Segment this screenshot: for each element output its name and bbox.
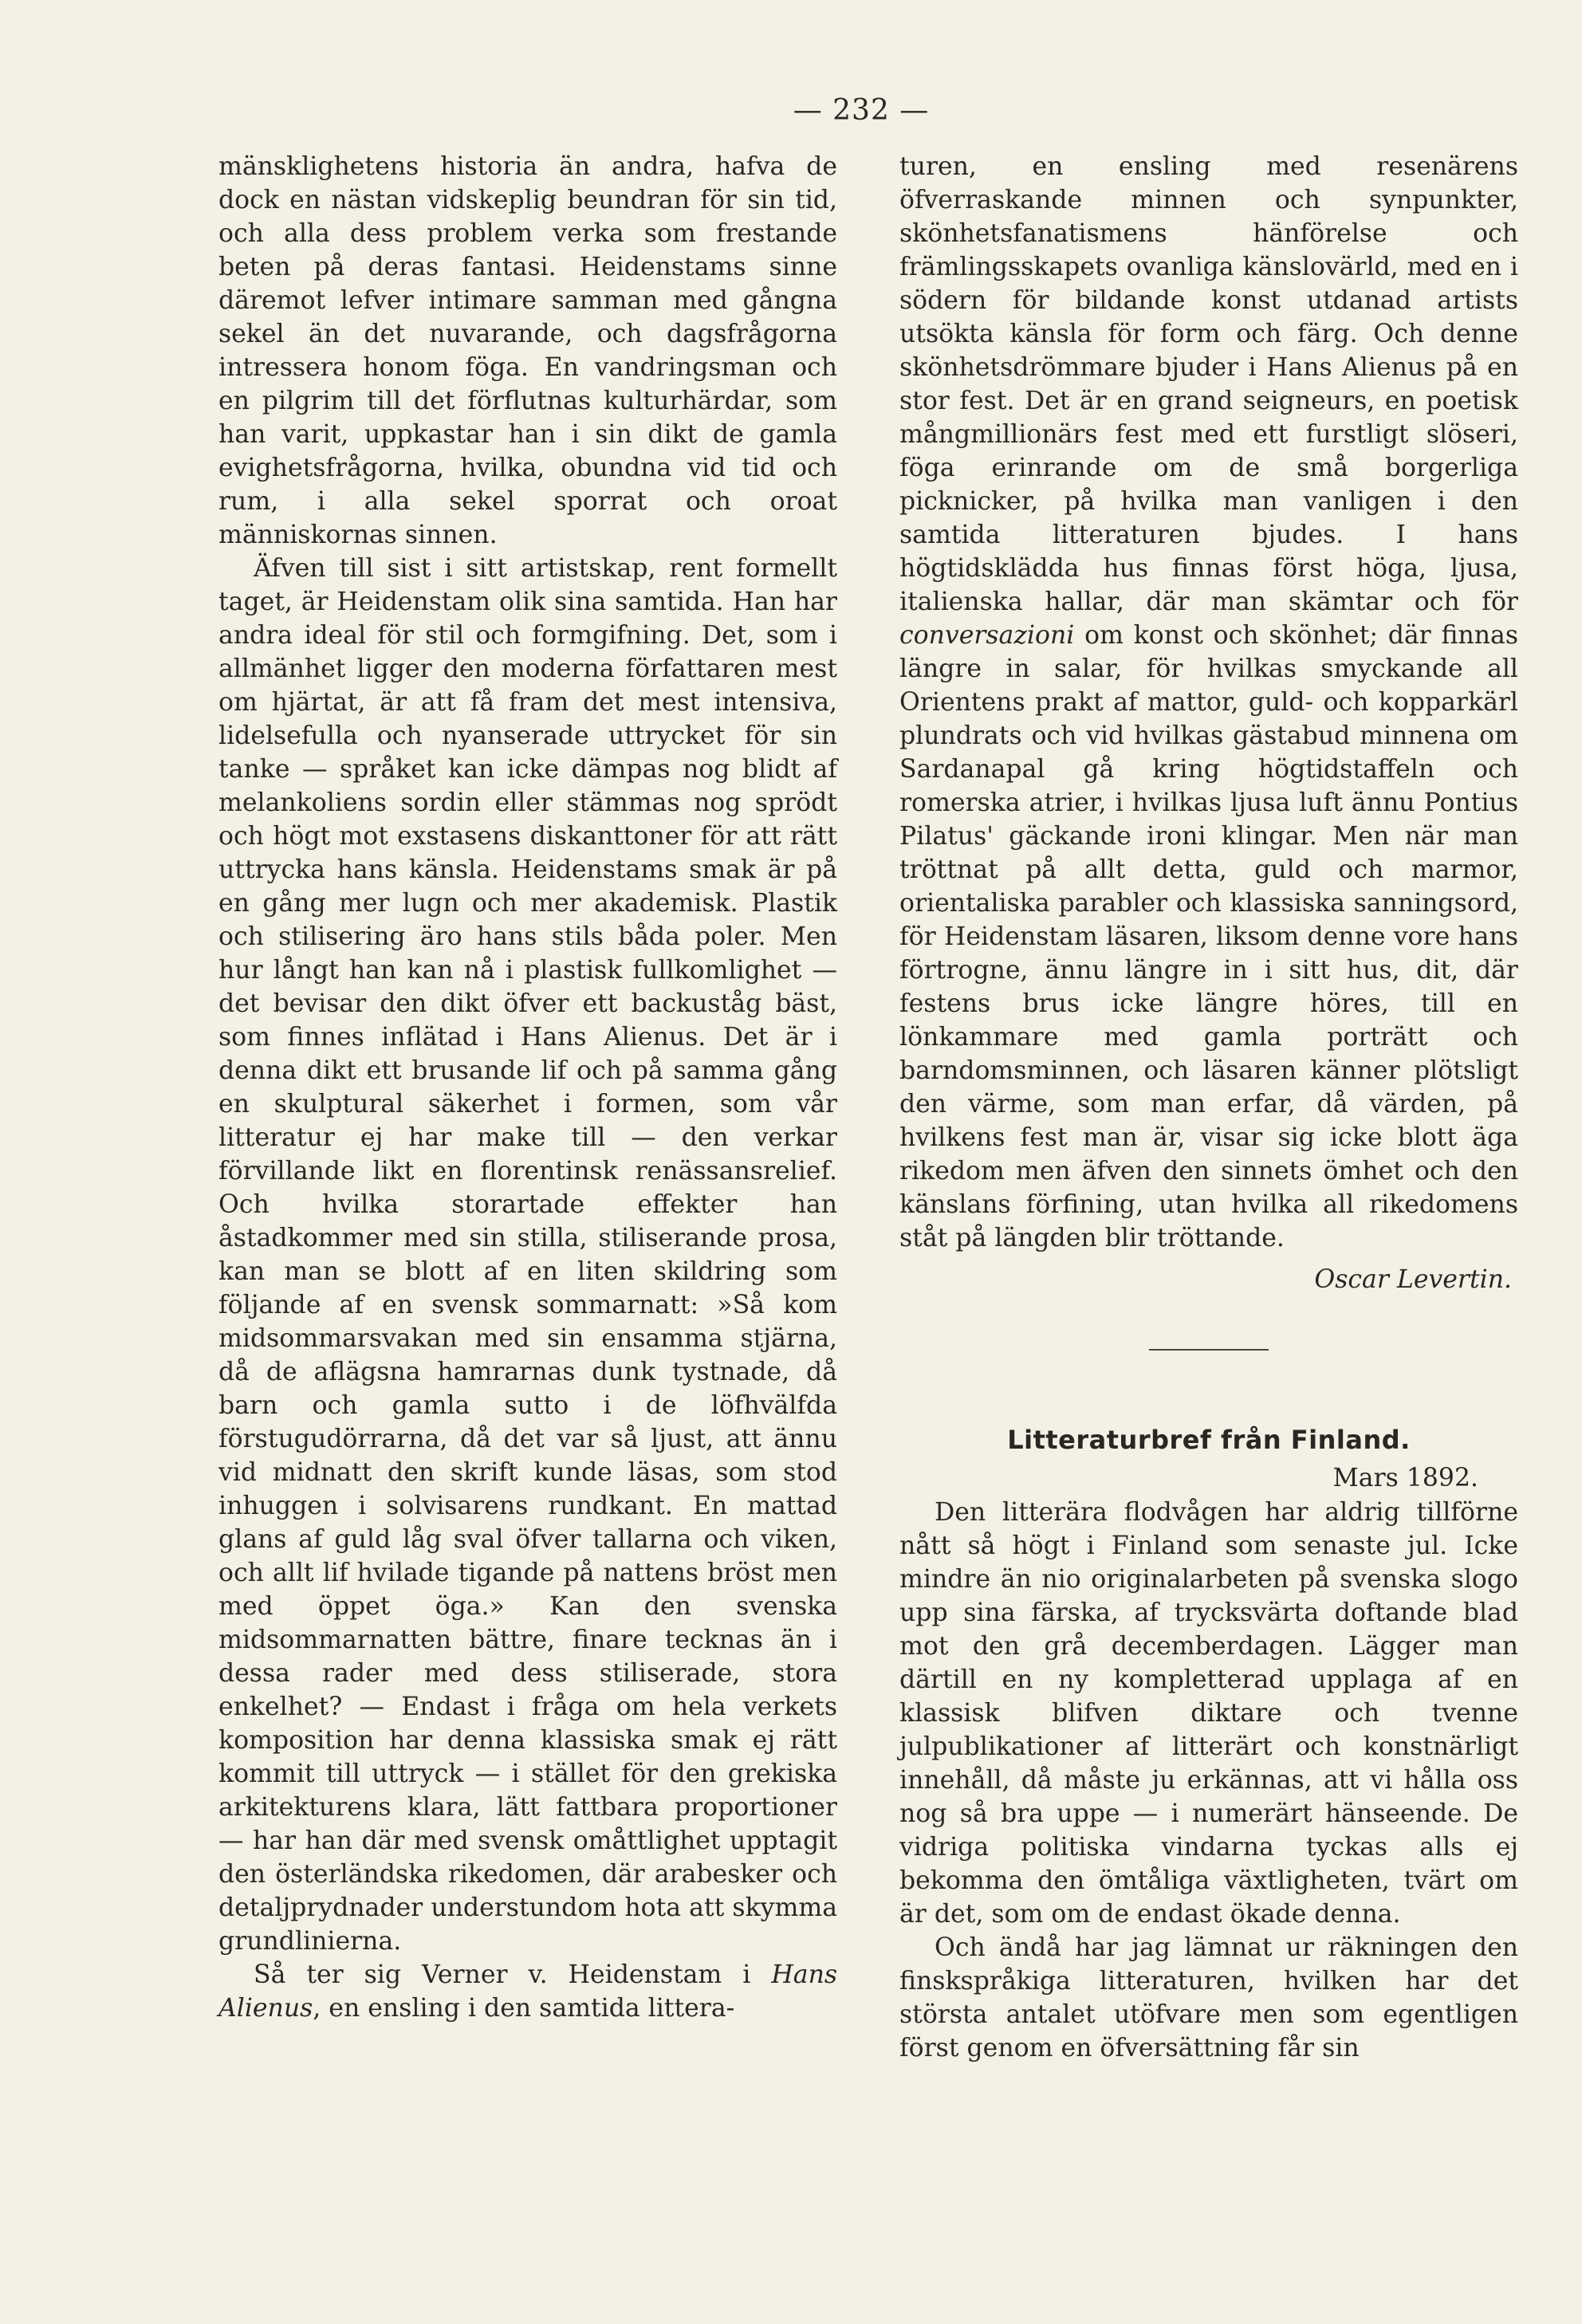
article-title: Litteraturbref från Finland. (1007, 1425, 1411, 1455)
left-column (218, 150, 837, 2025)
paragraph: Den litterära flodvågen har aldrig tillförne nått så högt i Finland som senaste jul. Icke mindre än nio originalarbeten på svenska slogo upp sina färska, af trycksvärta doftande blad mot den grå decemberdagen. Lägger man därtill en ny kompletterad upplaga af en klassisk blifven diktare och tvenne julpublikationer af litterärt och konstnärligt innehåll, då måste ju erkännas, att vi hålla oss nog så bra uppe — i numerärt hänseende. De vidriga politiska vindarna tyckas alls ej bekomma den ömtåliga växtligheten, tvärt om är det, som om de endast ökade denna. (899, 1498, 1518, 1929)
dateline: Mars 1892. (1332, 1464, 1478, 1492)
text-run: Så ter sig Verner v. Heidenstam i (254, 1960, 751, 1989)
text-run: turen, en ensling med resenärens öfverraskande minnen och synpunkter, skönhetsfanatismens hänförelse och främlingsskapets ovanliga känslovärld, med en i södern för bildande konst utdanad artists utsökta känsla för form och färg. Och denne skönhetsdrömmare bjuder i Hans Alienus på en stor fest. Det är en grand seigneurs, en poetisk mångmillionärs fest med ett furstligt slöseri, föga erinrande om de små borgerliga picknicker, på hvilka man vanligen i den samtida litteraturen bjudes. I hans högtidsklädda hus finnas först höga, ljusa, italienska hallar, där man skämtar och för (899, 152, 1518, 616)
section-divider (1149, 1349, 1269, 1351)
text-run: , en ensling i den samtida littera- (313, 1994, 735, 2023)
author-signature: Oscar Levertin. (1314, 1265, 1512, 1294)
right-column (899, 150, 1518, 2065)
text-run: om konst och skönhet; där finnas längre in salar, för hvilkas smyckande all Orientens prakt af mattor, guld- och kopparkärl plundrats och vid hvilkas gästabud minnena om Sardanapal gå kring högtidstaffeln och romerska atrier, i hvilkas ljusa luft ännu Pontius Pilatus' gäckande ironi klingar. Men när man tröttnat på allt detta, guld och marmor, orientaliska parabler och klassiska sanningsord, för Heidenstam läsaren, liksom denne vore hans förtrogne, ännu längre in i sitt hus, dit, där festens brus icke längre höres, till en lönkammare med gamla porträtt och barndomsminnen, och läsaren känner plötsligt den värme, som man erfar, då värden, på hvilkens fest man är, visar sig icke blott äga rikedom men äfven den sinnets ömhet och den känslans förfining, utan hvilka all rikedomens ståt på längden blir tröttande. (899, 621, 1519, 1252)
paragraph (218, 1958, 837, 2025)
paragraph: Äfven till sist i sitt artistskap, rent formellt taget, är Heidenstam olik sina samtida. Han har andra ideal för stil och formgifning. Det, som i allmänhet ligger den moderna författaren mest om hjärtat, är att få fram det mest intensiva, lidelsefulla och nyanserade uttrycket för sin tanke — språket kan icke dämpas nog blidt af melankoliens sordin eller stämmas nog sprödt och högt mot exstasens diskanttoner för att rätt uttrycka hans känsla. Heidenstams smak är på en gång mer lugn och mer akademisk. Plastik och stilisering äro hans stils båda poler. Men hur långt han kan nå i plastisk fullkomlighet — det bevisar den dikt öfver ett backuståg bäst, som finnes inflätad i Hans Alienus. Det är i denna dikt ett brusande lif och på samma gång en skulptural säkerhet i formen, som vår litteratur ej har make till — den verkar förvillande likt en florentinsk renässansrelief. Och hvilka storartade effekter han åstadkommer med sin stilla, stiliserande prosa, kan man se blott af en liten skildring som följande af en svensk sommarnatt: »Så kom midsommarsvakan med sin ensamma stjärna, då de aflägsna hamrarnas dunk tystnade, då barn och gamla sutto i de löfhvälfda förstugudörrarna, då det var så ljust, att ännu vid midnatt den skrift kunde läsas, som stod inhuggen i solvisarens rundkant. En mattad glans af guld låg sval öfver tallarna och viken, och allt lif hvilade tigande på nattens bröst men med öppet öga.» Kan den svenska midsommarnatten bättre, finare tecknas än i dessa rader med dess stiliserade, stora enkelhet? — Endast i fråga om hela verkets komposition har denna klassiska smak ej rätt kommit till uttryck — i stället för den grekiska arkitekturens klara, lätt fattbara proportioner — har han där med svensk omåttlighet upptagit den österländska rikedomen, där arabesker och detaljprydnader understundom hota att skymma grundlinierna. (218, 554, 837, 1956)
paragraph: mänsklighetens historia än andra, hafva de dock en nästan vidskeplig beundran för sin tid, och alla dess problem verka som frestande beten på deras fantasi. Heidenstams sinne däremot lefver intimare samman med gångna sekel än det nuvarande, och dagsfrågorna intressera honom föga. En vandringsman och en pilgrim till det förflutnas kulturhärdar, som han varit, uppkastar han i sin dikt de gamla evighetsfrågorna, hvilka, obundna vid tid och rum, i alla sekel sporrat och oroat människornas sinnen. (218, 152, 837, 549)
page-number: — 232 — (793, 94, 930, 127)
paragraph: Och ändå har jag lämnat ur räkningen den finskspråkiga litteraturen, hvilken har det största antalet utöfvare men som egentligen först genom en öfversättning får sin (899, 1933, 1518, 2063)
italic-book-title: Hans Alienus (218, 1960, 838, 2023)
italic-term: conversazioni (899, 621, 1075, 650)
paragraph (899, 150, 1518, 1255)
